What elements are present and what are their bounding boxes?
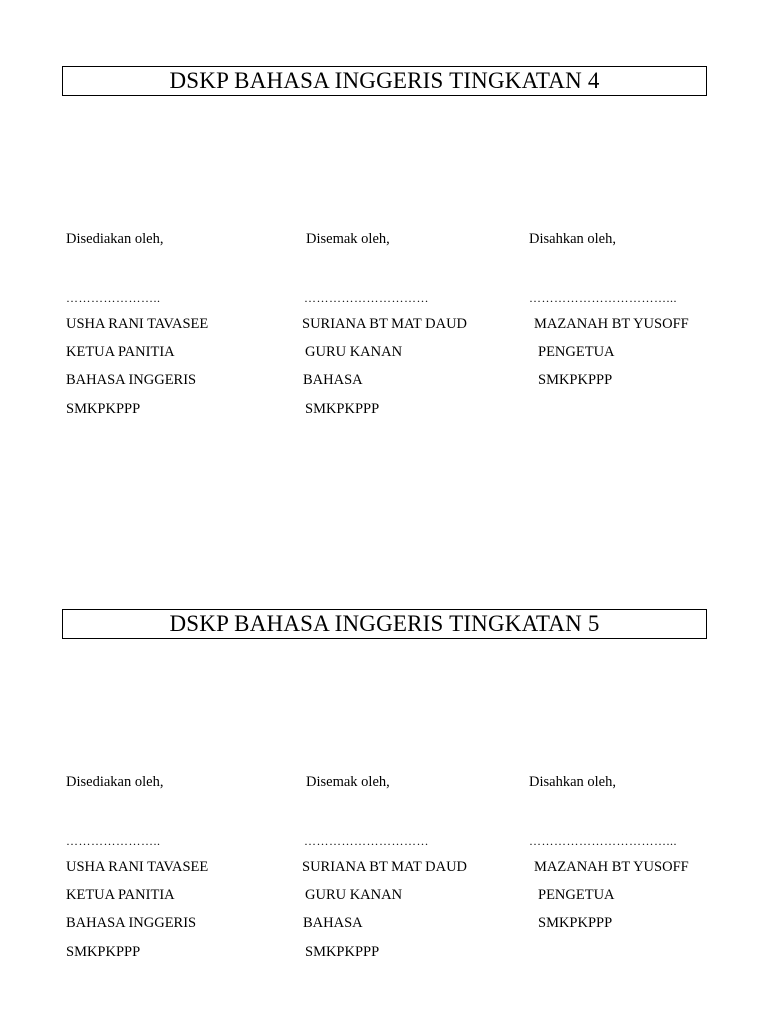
approved-by-label: Disahkan oleh, (529, 231, 616, 247)
signatory-role: KETUA PANITIA (66, 344, 175, 360)
signatory-school: SMKPKPPP (538, 372, 613, 388)
checked-by-label: Disemak oleh, (306, 231, 390, 247)
signature-line: ……………………………... (529, 834, 677, 848)
signatory-department: BAHASA (303, 915, 363, 931)
signatory-school: SMKPKPPP (538, 915, 613, 931)
signatory-department: BAHASA INGGERIS (66, 372, 197, 388)
signatory-role: KETUA PANITIA (66, 887, 175, 903)
signatory-role: PENGETUA (538, 887, 615, 903)
section-title: DSKP BAHASA INGGERIS TINGKATAN 5 (62, 609, 707, 639)
signatory-name: USHA RANI TAVASEE (66, 859, 209, 875)
signatory-school: SMKPKPPP (305, 944, 380, 960)
signature-line: ……………………………... (529, 291, 677, 305)
signatory-school: SMKPKPPP (66, 401, 141, 417)
checked-by-label: Disemak oleh, (306, 774, 390, 790)
signature-line: ………………….. (66, 834, 161, 848)
signatory-role: GURU KANAN (305, 344, 403, 360)
signatory-department: BAHASA (303, 372, 363, 388)
signature-line: ………………………… (304, 834, 429, 848)
section-title: DSKP BAHASA INGGERIS TINGKATAN 4 (62, 66, 707, 96)
signatory-role: PENGETUA (538, 344, 615, 360)
signature-line: ………………………… (304, 291, 429, 305)
signatory-name: MAZANAH BT YUSOFF (534, 316, 689, 332)
approval-section-form5 (0, 543, 768, 1023)
approved-by-label: Disahkan oleh, (529, 774, 616, 790)
approval-section-form4 (0, 0, 768, 480)
signatory-school: SMKPKPPP (305, 401, 380, 417)
signatory-name: USHA RANI TAVASEE (66, 316, 209, 332)
prepared-by-label: Disediakan oleh, (66, 231, 164, 247)
signatory-name: SURIANA BT MAT DAUD (302, 859, 468, 875)
signatory-name: SURIANA BT MAT DAUD (302, 316, 468, 332)
signatory-department: BAHASA INGGERIS (66, 915, 197, 931)
signatory-school: SMKPKPPP (66, 944, 141, 960)
prepared-by-label: Disediakan oleh, (66, 774, 164, 790)
signatory-role: GURU KANAN (305, 887, 403, 903)
signatory-name: MAZANAH BT YUSOFF (534, 859, 689, 875)
signature-line: ………………….. (66, 291, 161, 305)
